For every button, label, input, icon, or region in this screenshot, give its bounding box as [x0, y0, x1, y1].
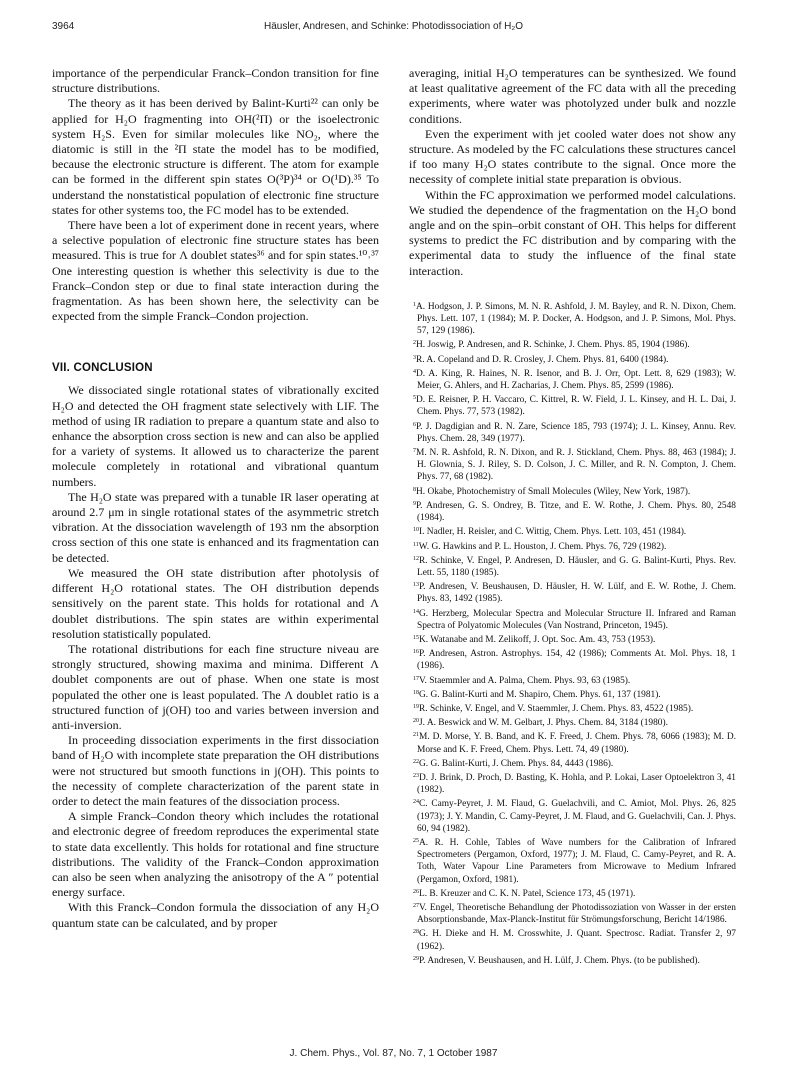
- paragraph: The rotational distributions for each fine structure niveau are strongly structured, showing maxima and minima. Different Λ doublet components are out of phase. When one state is most populated the other one is least populated. The Λ doublet ratio is a structured function of j(OH) too and varies between inversion and anti-inversion.: [52, 641, 379, 732]
- reference-text: D. A. King, R. Haines, N. R. Isenor, and B. J. Orr, Opt. Lett. 8, 629 (1983); W. Meier, G. Ahlers, and H. Zacharias, J. Chem. Phys. 85, 2599 (1986).: [416, 368, 736, 392]
- right-column: [409, 66, 736, 967]
- reference-number: 19: [413, 703, 419, 710]
- paragraph: We measured the OH state distribution after photolysis of different H₂O rotational states. The OH distribution depends sensitively on the parent state. This holds for rotational and Λ doublet distributions. The spin states are within experimental resolution statistically populated.: [52, 565, 379, 641]
- left-column: [52, 66, 379, 931]
- reference-item: [409, 419, 736, 445]
- page-number: 3964: [52, 21, 75, 32]
- reference-item: [409, 337, 736, 351]
- reference-item: [409, 632, 736, 646]
- reference-text: P. Andresen, G. S. Ondrey, B. Titze, and E. W. Rothe, J. Chem. Phys. 80, 2548 (1984).: [416, 500, 736, 524]
- reference-number: 5: [413, 395, 416, 402]
- reference-number: 16: [413, 649, 419, 656]
- reference-text: M. D. Morse, Y. B. Band, and K. F. Freed, J. Chem. Phys. 78, 6066 (1983); M. D. Morse and K. F. Freed, Chem. Phys. Lett. 74, 49 (1980).: [417, 732, 736, 755]
- paragraph: In proceeding dissociation experiments in the first dissociation band of H₂O with incomplete state preparation the OH distributions were not structured but smooth functions in j(OH). This points to the necessity of complete characterization of the parent state in order to detect the main features of the dissociation process.: [52, 733, 379, 808]
- section-spacer: [52, 374, 379, 383]
- reference-text: M. N. R. Ashfold, R. N. Dixon, and R. J. Stickland, Chem. Phys. 88, 463 (1984); J. H. Glownia, S. J. Riley, S. D. Colson, J. C. Miller, and R. N. Compton, J. Chem. Phys. 77, 68 (1982).: [416, 448, 736, 483]
- reference-item: [409, 900, 736, 926]
- page-footer: J. Chem. Phys., Vol. 87, No. 7, 1 October 1987: [289, 1048, 498, 1059]
- reference-number: 25: [413, 837, 419, 844]
- reference-item: [409, 953, 736, 967]
- reference-text: P. Andresen, Astron. Astrophys. 154, 42 (1986); Comments At. Mol. Phys. 18, 1 (1986).: [417, 649, 736, 672]
- reference-item: [409, 926, 736, 952]
- reference-number: 12: [413, 555, 419, 562]
- reference-number: 11: [413, 541, 419, 548]
- reference-text: P. Andresen, V. Beushausen, D. Häusler, H. W. Lülf, and E. W. Rothe, J. Chem. Phys. 83, 1492 (1985).: [417, 582, 736, 605]
- reference-text: C. Camy-Peyret, J. M. Flaud, G. Guelachvili, and C. Amiot, Mol. Phys. 26, 825 (1973); J. Y. Mandin, C. Camy-Peyret, J. M. Flaud, and G. Guelachvili, Can. J. Phys. 60, 94 (1982).: [417, 799, 736, 834]
- reference-text: P. Andresen, V. Beushausen, and H. Lülf, J. Chem. Phys. (to be published).: [419, 955, 700, 966]
- reference-number: 27: [413, 902, 419, 909]
- reference-text: V. Staemmler and A. Palma, Chem. Phys. 93, 63 (1985).: [419, 675, 631, 686]
- reference-text: H. Okabe, Photochemistry of Small Molecules (Wiley, New York, 1987).: [416, 486, 691, 497]
- reference-number: 18: [413, 689, 419, 696]
- paragraph: averaging, initial H₂O temperatures can be synthesized. We found at least qualitative agreement of the FC data with all the preceding experiments, where water was photolyzed under bulk and nozzle conditions.: [409, 66, 736, 126]
- running-head: Häusler, Andresen, and Schinke: Photodissociation of H₂O: [263, 21, 524, 32]
- reference-item: [409, 484, 736, 498]
- reference-text: D. J. Brink, D. Proch, D. Basting, K. Hohla, and P. Lokai, Laser Optoelektron 3, 41 (1982).: [417, 772, 736, 796]
- reference-number: 14: [413, 608, 419, 615]
- reference-item: [409, 498, 736, 524]
- reference-number: 8: [413, 486, 416, 493]
- reference-number: 17: [413, 675, 419, 682]
- reference-number: 15: [413, 634, 419, 641]
- paragraph: There have been a lot of experiment done in recent years, where a selective population of electronic fine structure states has been measured. This is true for Λ doublet states³⁶ and for spin states.¹⁰˒³⁷ One interesting question is whether this selectivity is due to the Franck–Condon step or due to final state interaction during the fragmentation. As has been shown here, the selectivity can be expected from the simple Franck–Condon projection.: [52, 218, 379, 324]
- paragraph: importance of the perpendicular Franck–Condon transition for fine structure distributions.: [52, 66, 379, 96]
- reference-text: R. Schinke, V. Engel, and V. Staemmler, J. Chem. Phys. 83, 4522 (1985).: [419, 703, 694, 714]
- reference-number: 20: [413, 718, 419, 725]
- reference-item: [409, 687, 736, 701]
- reference-text: A. Hodgson, J. P. Simons, M. N. R. Ashfold, J. M. Bayley, and R. N. Dixon, Chem. Phys. Lett. 107, 1 (1984); M. P. Docker, A. Hodgson, and J. P. Simons, Mol. Phys. 57, 129 (1986).: [416, 301, 736, 337]
- paragraph: Even the experiment with jet cooled water does not show any structure. As modeled by the FC calculations these structures cancel if too many H₂O states contribute to the signal. Once more the necessity of complete initial state preparation is obvious.: [409, 126, 736, 187]
- reference-text: G. Herzberg, Molecular Spectra and Molecular Structure II. Infrared and Raman Spectra of Polyatomic Molecules (Van Nostrand, Princeton, 1945).: [417, 608, 736, 631]
- reference-item: [409, 673, 736, 687]
- reference-item: [409, 392, 736, 418]
- reference-item: [409, 352, 736, 366]
- reference-item: [409, 756, 736, 770]
- reference-number: 23: [413, 772, 419, 779]
- reference-number: 24: [413, 799, 419, 806]
- reference-item: [409, 553, 736, 579]
- section-spacer: [52, 324, 379, 362]
- reference-item: [409, 729, 736, 755]
- reference-text: J. A. Beswick and W. M. Gelbart, J. Phys. Chem. 84, 3184 (1980).: [419, 718, 668, 729]
- reference-text: D. E. Reisner, P. H. Vaccaro, C. Kittrel, R. W. Field, J. L. Kinsey, and H. L. Dai, J. Chem. Phys. 77, 573 (1982).: [416, 395, 736, 418]
- reference-number: 28: [413, 929, 419, 936]
- reference-item: [409, 445, 736, 484]
- reference-number: 26: [413, 888, 419, 895]
- reference-item: [409, 715, 736, 729]
- reference-list: [409, 299, 736, 967]
- reference-number: 7: [413, 448, 416, 455]
- reference-text: P. J. Dagdigian and R. N. Zare, Science 185, 793 (1974); J. L. Kinsey, Annu. Rev. Phys. Chem. 28, 349 (1977).: [416, 421, 736, 444]
- references-spacer: [409, 279, 736, 299]
- reference-text: A. R. H. Cohle, Tables of Wave numbers for the Calibration of Infrared Spectrometers (Pergamon, Oxford, 1977); J. M. Flaud, C. Camy-Peyret, and R. A. Toth, Water Vapour Line Parameters from Microwave to Medium Infrared (Pergamon, Oxford, 1981).: [417, 837, 736, 885]
- reference-text: H. Joswig, P. Andresen, and R. Schinke, J. Chem. Phys. 85, 1904 (1986).: [416, 340, 690, 351]
- reference-number: 3: [413, 354, 416, 361]
- reference-number: 4: [413, 368, 416, 375]
- reference-text: G. G. Balint-Kurti and M. Shapiro, Chem. Phys. 61, 137 (1981).: [419, 689, 661, 700]
- reference-number: 1: [413, 301, 416, 308]
- reference-number: 13: [413, 582, 419, 589]
- reference-text: I. Nadler, H. Reisler, and C. Wittig, Chem. Phys. Lett. 103, 451 (1984).: [419, 527, 687, 538]
- reference-item: [409, 579, 736, 605]
- reference-number: 10: [413, 527, 419, 534]
- reference-text: R. Schinke, V. Engel, P. Andresen, D. Häusler, and G. G. Balint-Kurti, Phys. Rev. Lett. 55, 1180 (1985).: [417, 555, 736, 578]
- reference-text: G. H. Dieke and H. M. Crosswhite, J. Quant. Spectrosc. Radiat. Transfer 2, 97 (1962).: [417, 929, 736, 952]
- section-heading: VII. CONCLUSION: [52, 362, 153, 375]
- reference-item: [409, 366, 736, 392]
- reference-text: V. Engel, Theoretische Behandlung der Photodissoziation von Wasser in der ersten Absorptionsbande, Max-Planck-Institut für Strömungsforschung, Bericht 14/1986.: [417, 902, 736, 926]
- reference-text: R. A. Copeland and D. R. Crosley, J. Chem. Phys. 81, 6400 (1984).: [416, 354, 669, 365]
- paragraph: With this Franck–Condon formula the dissociation of any H₂O quantum state can be calculated, and by proper: [52, 900, 379, 930]
- reference-text: W. G. Hawkins and P. L. Houston, J. Chem. Phys. 76, 729 (1982).: [418, 541, 667, 552]
- reference-text: G. G. Balint-Kurti, J. Chem. Phys. 84, 4443 (1986).: [419, 758, 614, 769]
- reference-number: 9: [413, 500, 416, 507]
- paragraph: Within the FC approximation we performed model calculations. We studied the dependence of the fragmentation on the H₂O bond angle and on the spin–orbit constant of OH. This helps for different systems to predict the FC distribution and by comparing with the experimental data to study the influence of the final state interaction.: [409, 187, 736, 278]
- reference-number: 21: [413, 732, 419, 739]
- reference-item: [409, 701, 736, 715]
- reference-text: L. B. Kreuzer and C. K. N. Patel, Science 173, 45 (1971).: [419, 888, 636, 899]
- reference-item: [409, 606, 736, 632]
- paragraph: The theory as it has been derived by Balint-Kurti²² can only be applied for H₂O fragmenting into OH(²Π) or the isoelectronic system H₂S. Even for similar molecules like NO₂, where the diatomic is still in the ²Π state the model has to be modified, because the electronic structure is different. The atom for example can be formed in the different spin states O(³P)³⁴ or O(¹D).³⁵ To understand the nonstatistical population of electronic fine structure states for other systems too, the FC model has to be extended.: [52, 96, 379, 217]
- paragraph: We dissociated single rotational states of vibrationally excited H₂O and detected the OH fragment state selectively with LIF. The method of using IR radiation to prepare a quantum state and also to enhance the absorption cross section is new and can also be applied for a variety of systems. It allowed us to characterize the parent molecule completely in rotational and vibrational quantum numbers.: [52, 383, 379, 489]
- reference-number: 2: [413, 340, 416, 347]
- reference-item: [409, 886, 736, 900]
- reference-item: [409, 646, 736, 672]
- reference-item: [409, 770, 736, 796]
- reference-item: [409, 524, 736, 538]
- reference-number: 6: [413, 421, 416, 428]
- reference-item: [409, 835, 736, 886]
- reference-item: [409, 796, 736, 835]
- reference-number: 22: [413, 758, 419, 765]
- reference-item: [409, 299, 736, 338]
- paragraph: A simple Franck–Condon theory which includes the rotational and electronic degree of freedom reproduces the experimental state to state data excellently. This holds for rotational and fine structure distributions. The validity of the Franck–Condon approximation can also be seen when analyzing the anisotropy of the A ″ potential energy surface.: [52, 809, 379, 900]
- paragraph: The H₂O state was prepared with a tunable IR laser operating at around 2.7 μm in single rotational states of the asymmetric stretch vibration. At the dissociation wavelength of 193 nm the absorption cross section of this one state is enhanced and its fragmentation can be detected.: [52, 489, 379, 565]
- reference-item: [409, 539, 736, 553]
- reference-number: 29: [413, 955, 419, 962]
- page-header: [52, 21, 735, 35]
- reference-text: K. Watanabe and M. Zelikoff, J. Opt. Soc. Am. 43, 753 (1953).: [419, 634, 656, 645]
